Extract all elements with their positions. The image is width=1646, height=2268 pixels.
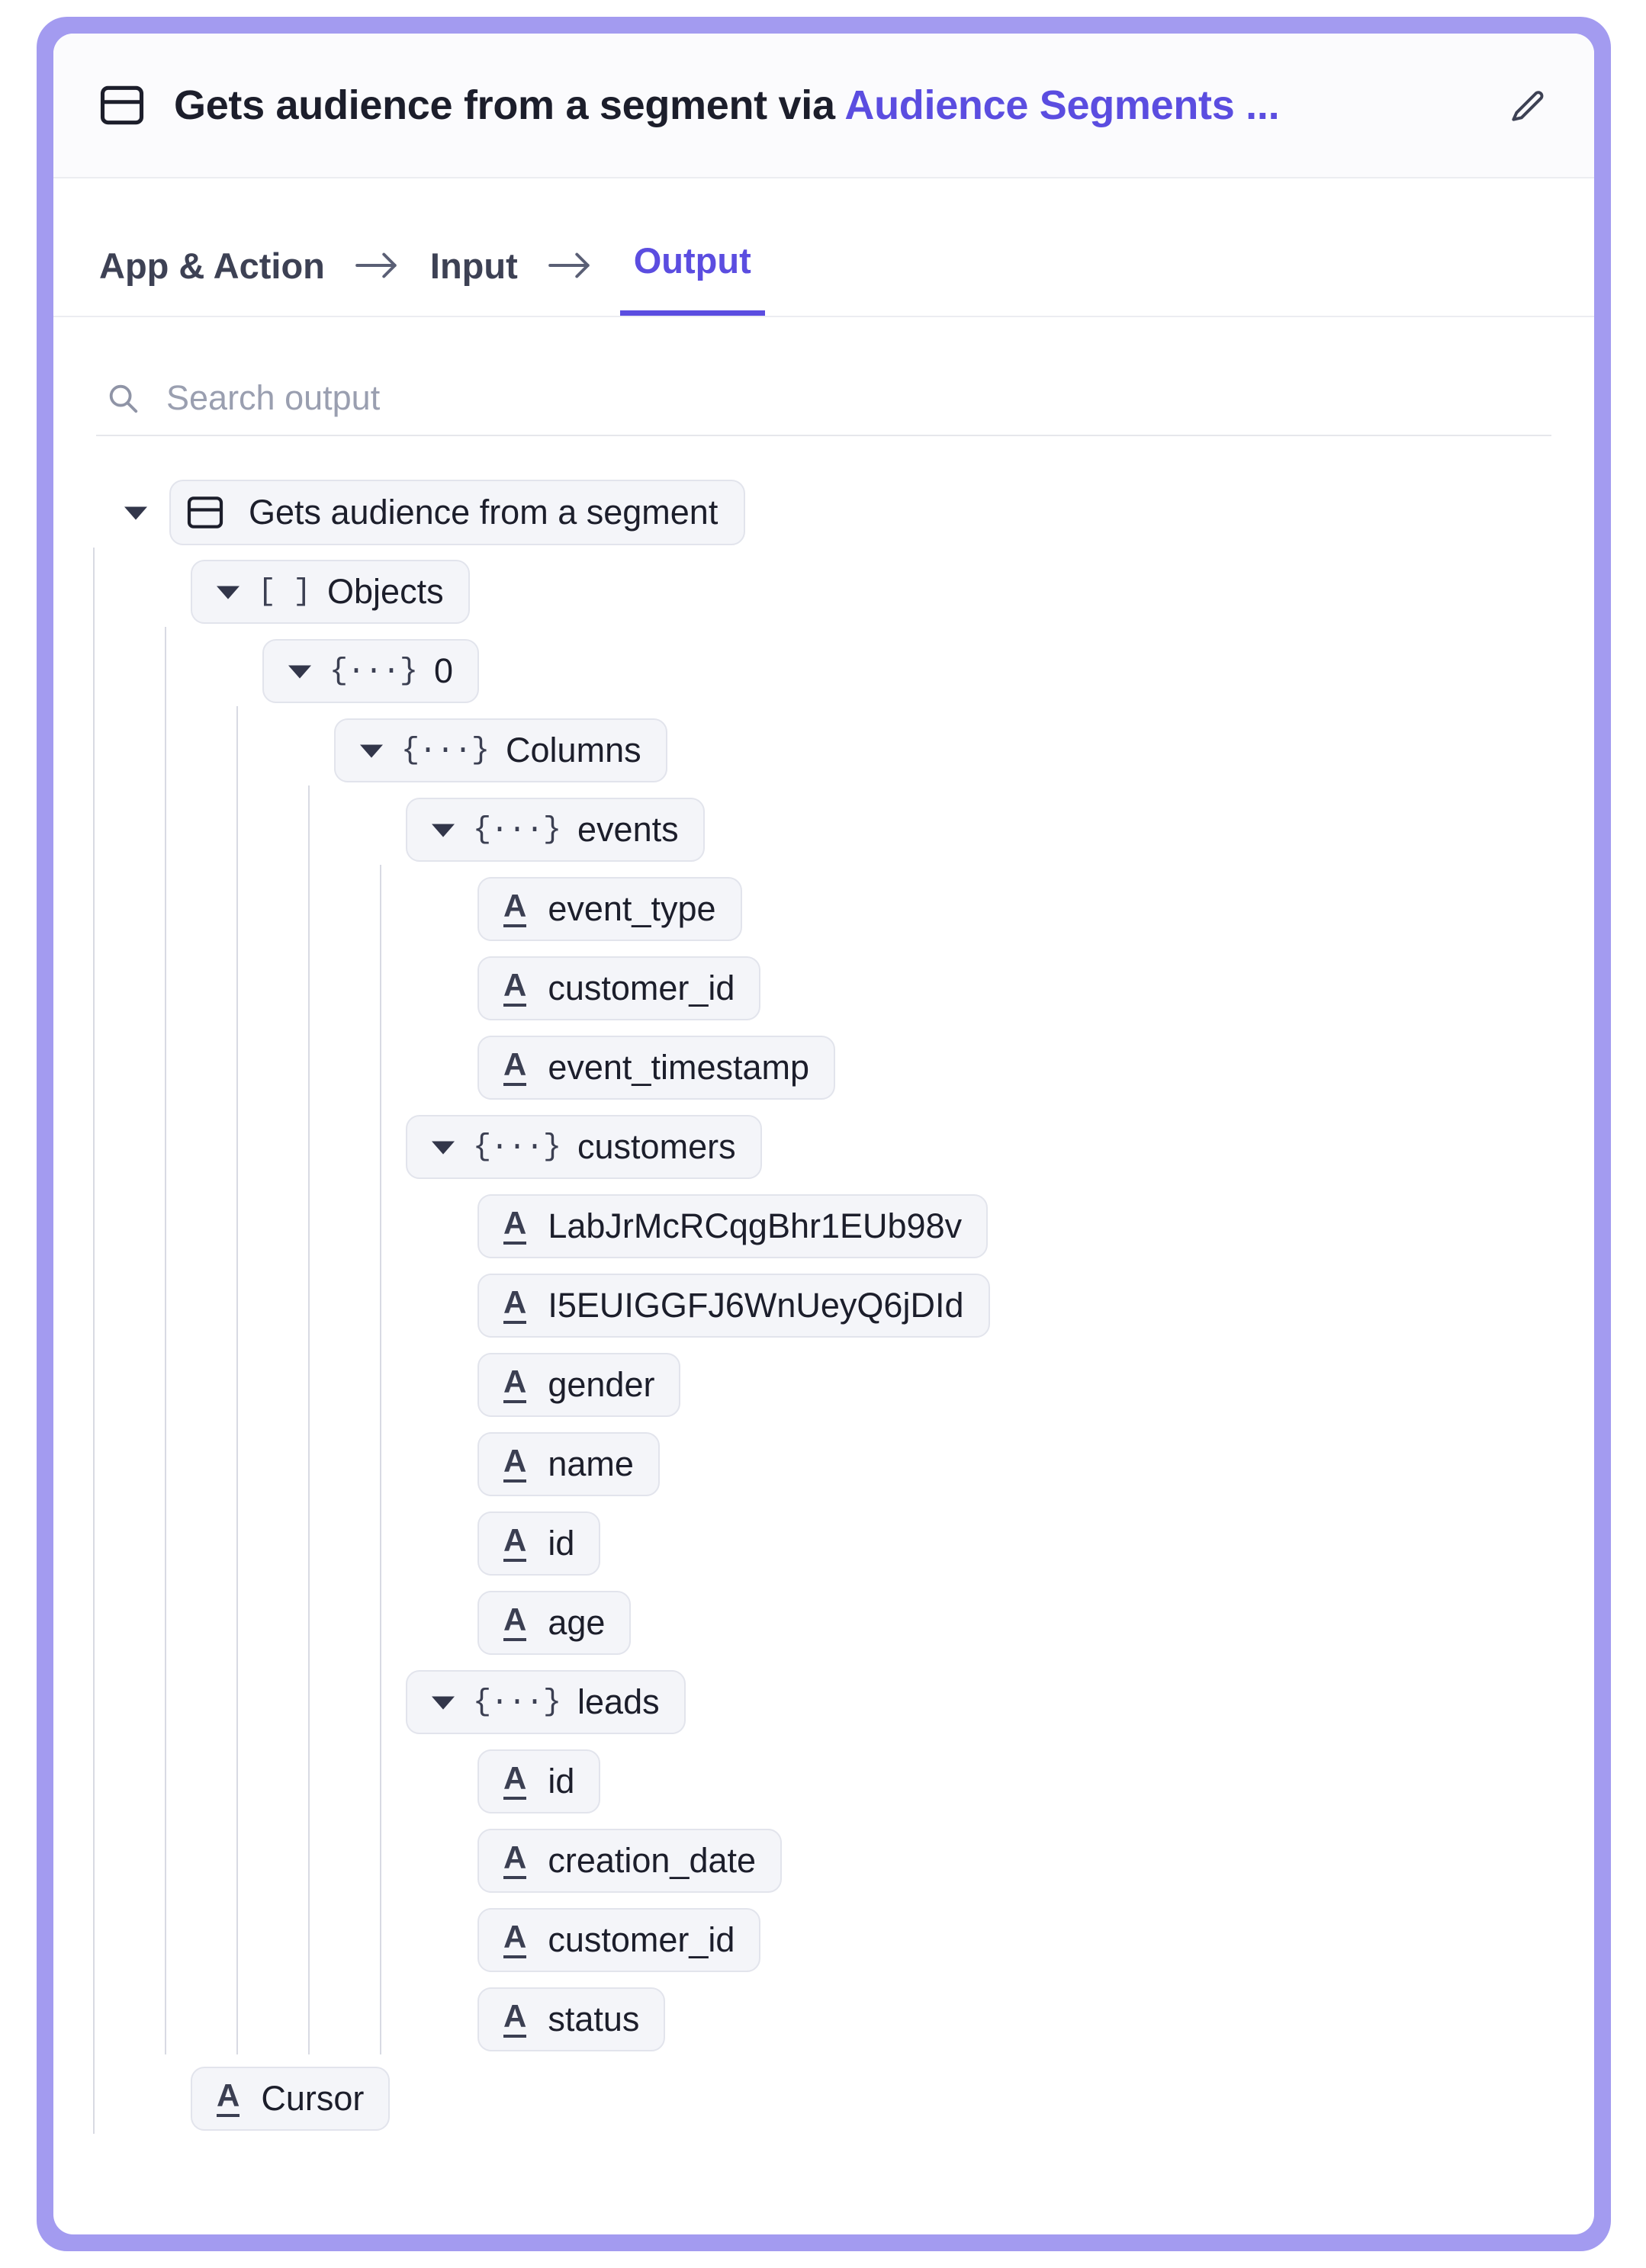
chevron-down-icon[interactable] xyxy=(432,1139,455,1155)
tree-node-chip[interactable] xyxy=(477,1908,760,1972)
string-type-icon: A xyxy=(503,1208,526,1245)
arrow-right-icon-2 xyxy=(547,250,594,281)
chevron-down-icon[interactable] xyxy=(288,663,311,679)
string-type-icon: A xyxy=(503,1605,526,1641)
tree-node-label: event_type xyxy=(548,889,716,928)
tree-node[interactable] xyxy=(96,1583,1551,1662)
tree-node-chip[interactable] xyxy=(477,956,760,1020)
tree-node-label: name xyxy=(548,1444,634,1483)
tree-guide-line xyxy=(236,706,238,2054)
tree-node[interactable] xyxy=(96,552,1551,631)
string-type-icon: A xyxy=(503,1446,526,1483)
tree-node-label: id xyxy=(548,1762,575,1801)
tree-node-label: LabJrMcRCqgBhr1EUb98v xyxy=(548,1206,963,1245)
tree-node-chip[interactable] xyxy=(477,1432,660,1496)
string-type-icon: A xyxy=(217,2080,240,2117)
tree-node-chip[interactable] xyxy=(169,480,745,545)
tree-node[interactable] xyxy=(96,1821,1551,1900)
tab-app-and-action[interactable]: App & Action xyxy=(99,246,325,286)
object-type-icon: {···} xyxy=(473,812,561,847)
string-type-icon: A xyxy=(503,2001,526,2038)
string-type-icon: A xyxy=(503,891,526,927)
tree-node[interactable] xyxy=(96,2059,1551,2138)
object-type-icon: {···} xyxy=(473,1685,561,1720)
tree-node-label: 0 xyxy=(434,651,454,690)
tree-node[interactable] xyxy=(96,1187,1551,1266)
tree-node-chip[interactable] xyxy=(334,718,667,782)
page-title xyxy=(174,82,1279,129)
tree-node-chip[interactable] xyxy=(262,639,479,703)
tree-node-label: id xyxy=(548,1524,575,1563)
tree-node[interactable] xyxy=(96,1742,1551,1821)
object-type-icon: {···} xyxy=(401,733,490,768)
tree-node[interactable] xyxy=(96,1504,1551,1583)
tree-node-label: I5EUIGGFJ6WnUeyQ6jDId xyxy=(548,1286,964,1325)
chevron-down-icon[interactable] xyxy=(217,583,240,600)
tree-node-label: Columns xyxy=(506,731,641,769)
object-type-icon: {···} xyxy=(330,654,418,689)
string-type-icon: A xyxy=(503,970,526,1007)
page-title-accent: Audience Segments ... xyxy=(844,82,1280,128)
modal-window xyxy=(53,34,1594,2234)
search-box[interactable] xyxy=(96,361,1551,436)
object-type-icon: {···} xyxy=(473,1129,561,1165)
tree-node[interactable] xyxy=(96,1980,1551,2059)
tree-node-chip[interactable] xyxy=(191,560,470,624)
tree-node-label: Cursor xyxy=(261,2079,365,2118)
tree-guide-line xyxy=(308,785,310,2054)
string-type-icon: A xyxy=(503,1367,526,1403)
title-bar xyxy=(53,34,1594,178)
string-type-icon: A xyxy=(503,1763,526,1800)
arrow-right-icon-1 xyxy=(354,250,401,281)
search-icon xyxy=(105,381,140,416)
tree-node-label: customers xyxy=(577,1127,736,1166)
tree-node-root[interactable] xyxy=(96,473,1551,552)
panel-icon xyxy=(96,79,148,131)
tree-node-chip[interactable] xyxy=(406,1670,686,1734)
tree-node-label: customer_id xyxy=(548,969,735,1007)
tree-node-chip[interactable] xyxy=(477,1829,782,1893)
tree-node[interactable] xyxy=(96,1425,1551,1504)
tree-node-chip[interactable] xyxy=(477,1194,988,1258)
tree-node-chip[interactable] xyxy=(477,1749,600,1813)
tab-output[interactable]: Output xyxy=(620,239,765,316)
tree-node-label: event_timestamp xyxy=(548,1048,810,1087)
tree-node[interactable] xyxy=(96,1028,1551,1107)
tree-node-chip[interactable] xyxy=(477,877,742,941)
tree-node-label: age xyxy=(548,1603,606,1642)
chevron-down-icon[interactable] xyxy=(432,1694,455,1711)
tree-node-chip[interactable] xyxy=(477,1353,680,1417)
tree-node[interactable] xyxy=(96,790,1551,869)
chevron-down-icon[interactable] xyxy=(432,821,455,838)
string-type-icon: A xyxy=(503,1049,526,1086)
tree-guide-line xyxy=(380,865,381,2054)
search-input[interactable] xyxy=(165,377,1551,419)
chevron-down-icon[interactable] xyxy=(360,742,383,759)
tree-node[interactable] xyxy=(96,1662,1551,1742)
app-frame xyxy=(37,17,1611,2251)
tree-node-label: events xyxy=(577,810,679,849)
chevron-down-icon[interactable] xyxy=(119,504,153,521)
pencil-icon[interactable] xyxy=(1504,82,1551,129)
string-type-icon: A xyxy=(503,1842,526,1879)
string-type-icon: A xyxy=(503,1922,526,1958)
search-area xyxy=(53,317,1594,456)
tree-node-chip[interactable] xyxy=(406,798,705,862)
tree-node[interactable] xyxy=(96,869,1551,949)
tree-node[interactable] xyxy=(96,711,1551,790)
tree-node-chip[interactable] xyxy=(191,2067,390,2131)
string-type-icon: A xyxy=(503,1525,526,1562)
tab-input[interactable]: Input xyxy=(429,246,518,286)
tree-node-label: status xyxy=(548,2000,640,2038)
tree-node[interactable] xyxy=(96,631,1551,711)
tree-node[interactable] xyxy=(96,1266,1551,1345)
tree-node[interactable] xyxy=(96,949,1551,1028)
tree-node-chip[interactable] xyxy=(477,1591,631,1655)
page-title-plain: Gets audience from a segment via xyxy=(174,82,845,128)
tree-node-label: leads xyxy=(577,1682,660,1721)
array-type-icon: [ ] xyxy=(258,574,311,609)
tree-node-label: creation_date xyxy=(548,1841,757,1880)
tree-node-chip[interactable] xyxy=(477,1987,665,2051)
tree-node-label: gender xyxy=(548,1365,655,1404)
tree-node-chip[interactable] xyxy=(477,1511,600,1576)
panel-icon xyxy=(182,489,229,536)
tree-node-label: Gets audience from a segment xyxy=(249,493,719,532)
tree-guide-line xyxy=(165,627,166,2054)
tree-node-chip[interactable] xyxy=(477,1036,835,1100)
tree-node-chip[interactable] xyxy=(406,1115,762,1179)
tree-node[interactable] xyxy=(96,1900,1551,1980)
tree-node-label: Objects xyxy=(327,572,444,611)
step-tabs xyxy=(53,178,1594,317)
tree-node[interactable] xyxy=(96,1107,1551,1187)
tree-node[interactable] xyxy=(96,1345,1551,1425)
tree-node-label: customer_id xyxy=(548,1920,735,1959)
tree-guide-line xyxy=(93,548,95,2134)
string-type-icon: A xyxy=(503,1287,526,1324)
tree-node-chip[interactable] xyxy=(477,1274,990,1338)
output-tree xyxy=(53,456,1594,2138)
